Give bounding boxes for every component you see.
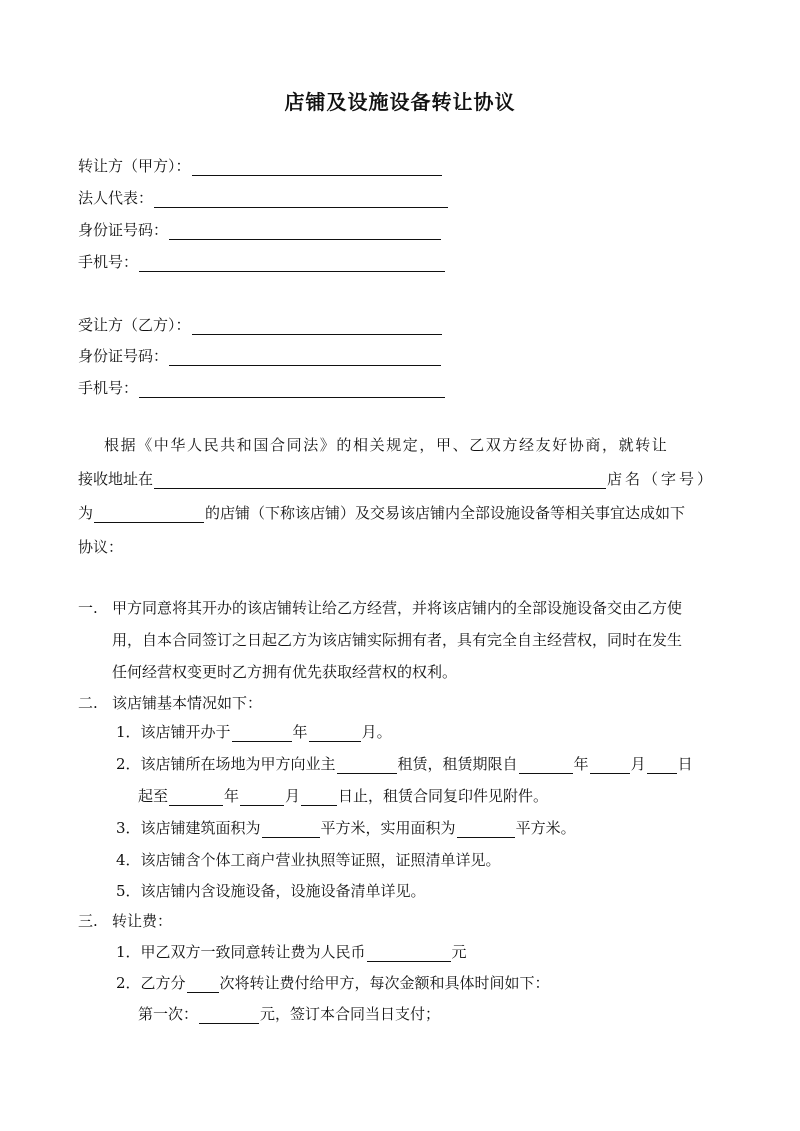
clause-2-3-text-a: 3．该店铺建筑面积为 [116,819,261,837]
clause-2-1-text-a: 1．该店铺开办于 [116,723,231,741]
clause-3-num-text: 三. [78,912,98,930]
party-b-id-blank[interactable] [169,349,441,366]
party-b-label: 受让方（乙方）： [78,316,191,334]
party-b-id-row [78,344,442,366]
party-b-phone-label: 手机号： [78,379,139,397]
transfer-fee-blank[interactable] [367,945,451,962]
lease-end-month-blank[interactable] [240,789,284,806]
party-a-id-blank[interactable] [169,223,441,240]
open-month-blank[interactable] [309,725,361,742]
preamble-text-3: 店名（字号） [607,470,716,488]
legal-rep-blank[interactable] [154,191,448,208]
party-a-blank[interactable] [192,159,442,176]
party-b-phone-blank[interactable] [139,381,445,398]
address-blank[interactable] [154,472,606,489]
legal-rep-label: 法人代表： [78,189,154,207]
clause-3-2-text-d: 元，签订本合同当日支付； [260,1005,441,1023]
first-payment-blank[interactable] [199,1007,259,1024]
clause-2-5 [116,879,426,901]
preamble-line-3 [78,501,685,523]
lease-end-year-blank[interactable] [169,789,223,806]
party-b-phone-row [78,376,446,398]
clause-2-2-text-a: 2．该店铺所在场地为甲方向业主 [116,755,336,773]
clause-2-2-line-1 [116,752,693,774]
clause-2-2-text-c: 年 [573,755,589,773]
clause-1-number [78,596,98,618]
preamble-text-4: 为 [78,504,94,522]
clause-3-2-text-a: 2．乙方分 [116,974,186,992]
landlord-blank[interactable] [337,757,397,774]
preamble-text-5: 的店铺（下称该店铺）及交易该店铺内全部设施设备等相关事宜达成如下 [205,504,686,522]
usable-area-blank[interactable] [457,821,515,838]
clause-2-2-text-f: 起至 [138,787,169,805]
clause-2-2-text-i: 日止，租赁合同复印件见附件。 [338,787,549,805]
clause-1-text-1: 甲方同意将其开办的该店铺转让给乙方经营，并将该店铺内的全部设施设备交由乙方使 [112,599,683,617]
clause-2-4 [116,848,501,870]
shop-name-blank[interactable] [94,506,204,523]
clause-2-5-text: 5．该店铺内含设施设备，设施设备清单详见。 [116,882,426,900]
party-a-label: 转让方（甲方）： [78,157,191,175]
clause-3-1-text-a: 1．甲乙双方一致同意转让费为人民币 [116,943,366,961]
party-a-phone-row [78,250,446,272]
party-a-id-label: 身份证号码： [78,221,169,239]
clause-2-3-text-c: 平方米。 [515,819,576,837]
clause-3-2-first-payment [138,1002,440,1024]
clause-2-1 [116,720,392,742]
clause-2-heading [112,691,262,713]
party-b-id-label: 身份证号码： [78,347,169,365]
open-year-blank[interactable] [232,725,292,742]
party-a-row [78,154,443,176]
preamble-text-6: 协议： [78,538,124,556]
clause-1-text-2: 用，自本合同签订之日起乙方为该店铺实际拥有者，具有完全自主经营权，同时在发生 [112,631,683,649]
clause-1-line-3 [112,660,457,682]
clause-2-2-text-b: 租赁，租赁期限自 [397,755,518,773]
preamble-line-4 [78,535,123,557]
clause-3-1 [116,940,467,962]
clause-2-2-text-d: 月 [630,755,646,773]
clause-2-2-text-e: 日 [677,755,693,773]
clause-3-2-text-c: 第一次： [138,1005,199,1023]
clause-3-heading [112,909,172,931]
clause-2-3-text-b: 平方米，实用面积为 [320,819,456,837]
clause-1-line-1 [112,596,682,618]
preamble-text-1: 根据《中华人民共和国合同法》的相关规定，甲、乙双方经友好协商，就转让 [104,436,669,454]
party-b-row [78,313,443,335]
clause-2-1-text-c: 月。 [361,723,392,741]
clause-2-heading-text: 该店铺基本情况如下： [112,694,263,712]
clause-2-2-line-2 [138,784,548,806]
clause-3-2-text-b: 次将转让费付给甲方，每次金额和具体时间如下： [219,974,550,992]
legal-rep-row [78,186,449,208]
clause-1-num-text: 一. [78,599,98,617]
clause-3-2 [116,971,550,993]
preamble-line-1 [104,433,668,455]
clause-2-3 [116,816,576,838]
clause-1-line-2 [112,628,682,650]
lease-start-day-blank[interactable] [647,757,677,774]
clause-2-num-text: 二. [78,694,98,712]
clause-1-text-3: 任何经营权变更时乙方拥有优先获取经营权的权利。 [112,663,458,681]
clause-2-1-text-b: 年 [292,723,308,741]
clause-3-number [78,909,98,931]
party-a-phone-blank[interactable] [139,255,445,272]
document-title: 店铺及设施设备转让协议 [284,90,516,114]
installments-blank[interactable] [187,976,219,993]
clause-3-1-text-b: 元 [451,943,467,961]
party-b-blank[interactable] [192,318,442,335]
preamble-text-2: 接收地址在 [78,470,154,488]
lease-start-month-blank[interactable] [590,757,630,774]
building-area-blank[interactable] [262,821,320,838]
party-a-phone-label: 手机号： [78,253,139,271]
party-a-id-row [78,218,442,240]
lease-start-year-blank[interactable] [519,757,573,774]
clause-2-2-text-h: 月 [285,787,301,805]
lease-end-day-blank[interactable] [301,789,337,806]
clause-3-heading-text: 转让费： [112,912,173,930]
preamble-line-2 [78,467,715,489]
clause-2-2-text-g: 年 [224,787,240,805]
clause-2-number [78,691,98,713]
clause-2-4-text: 4．该店铺含个体工商户营业执照等证照，证照清单详见。 [116,851,501,869]
